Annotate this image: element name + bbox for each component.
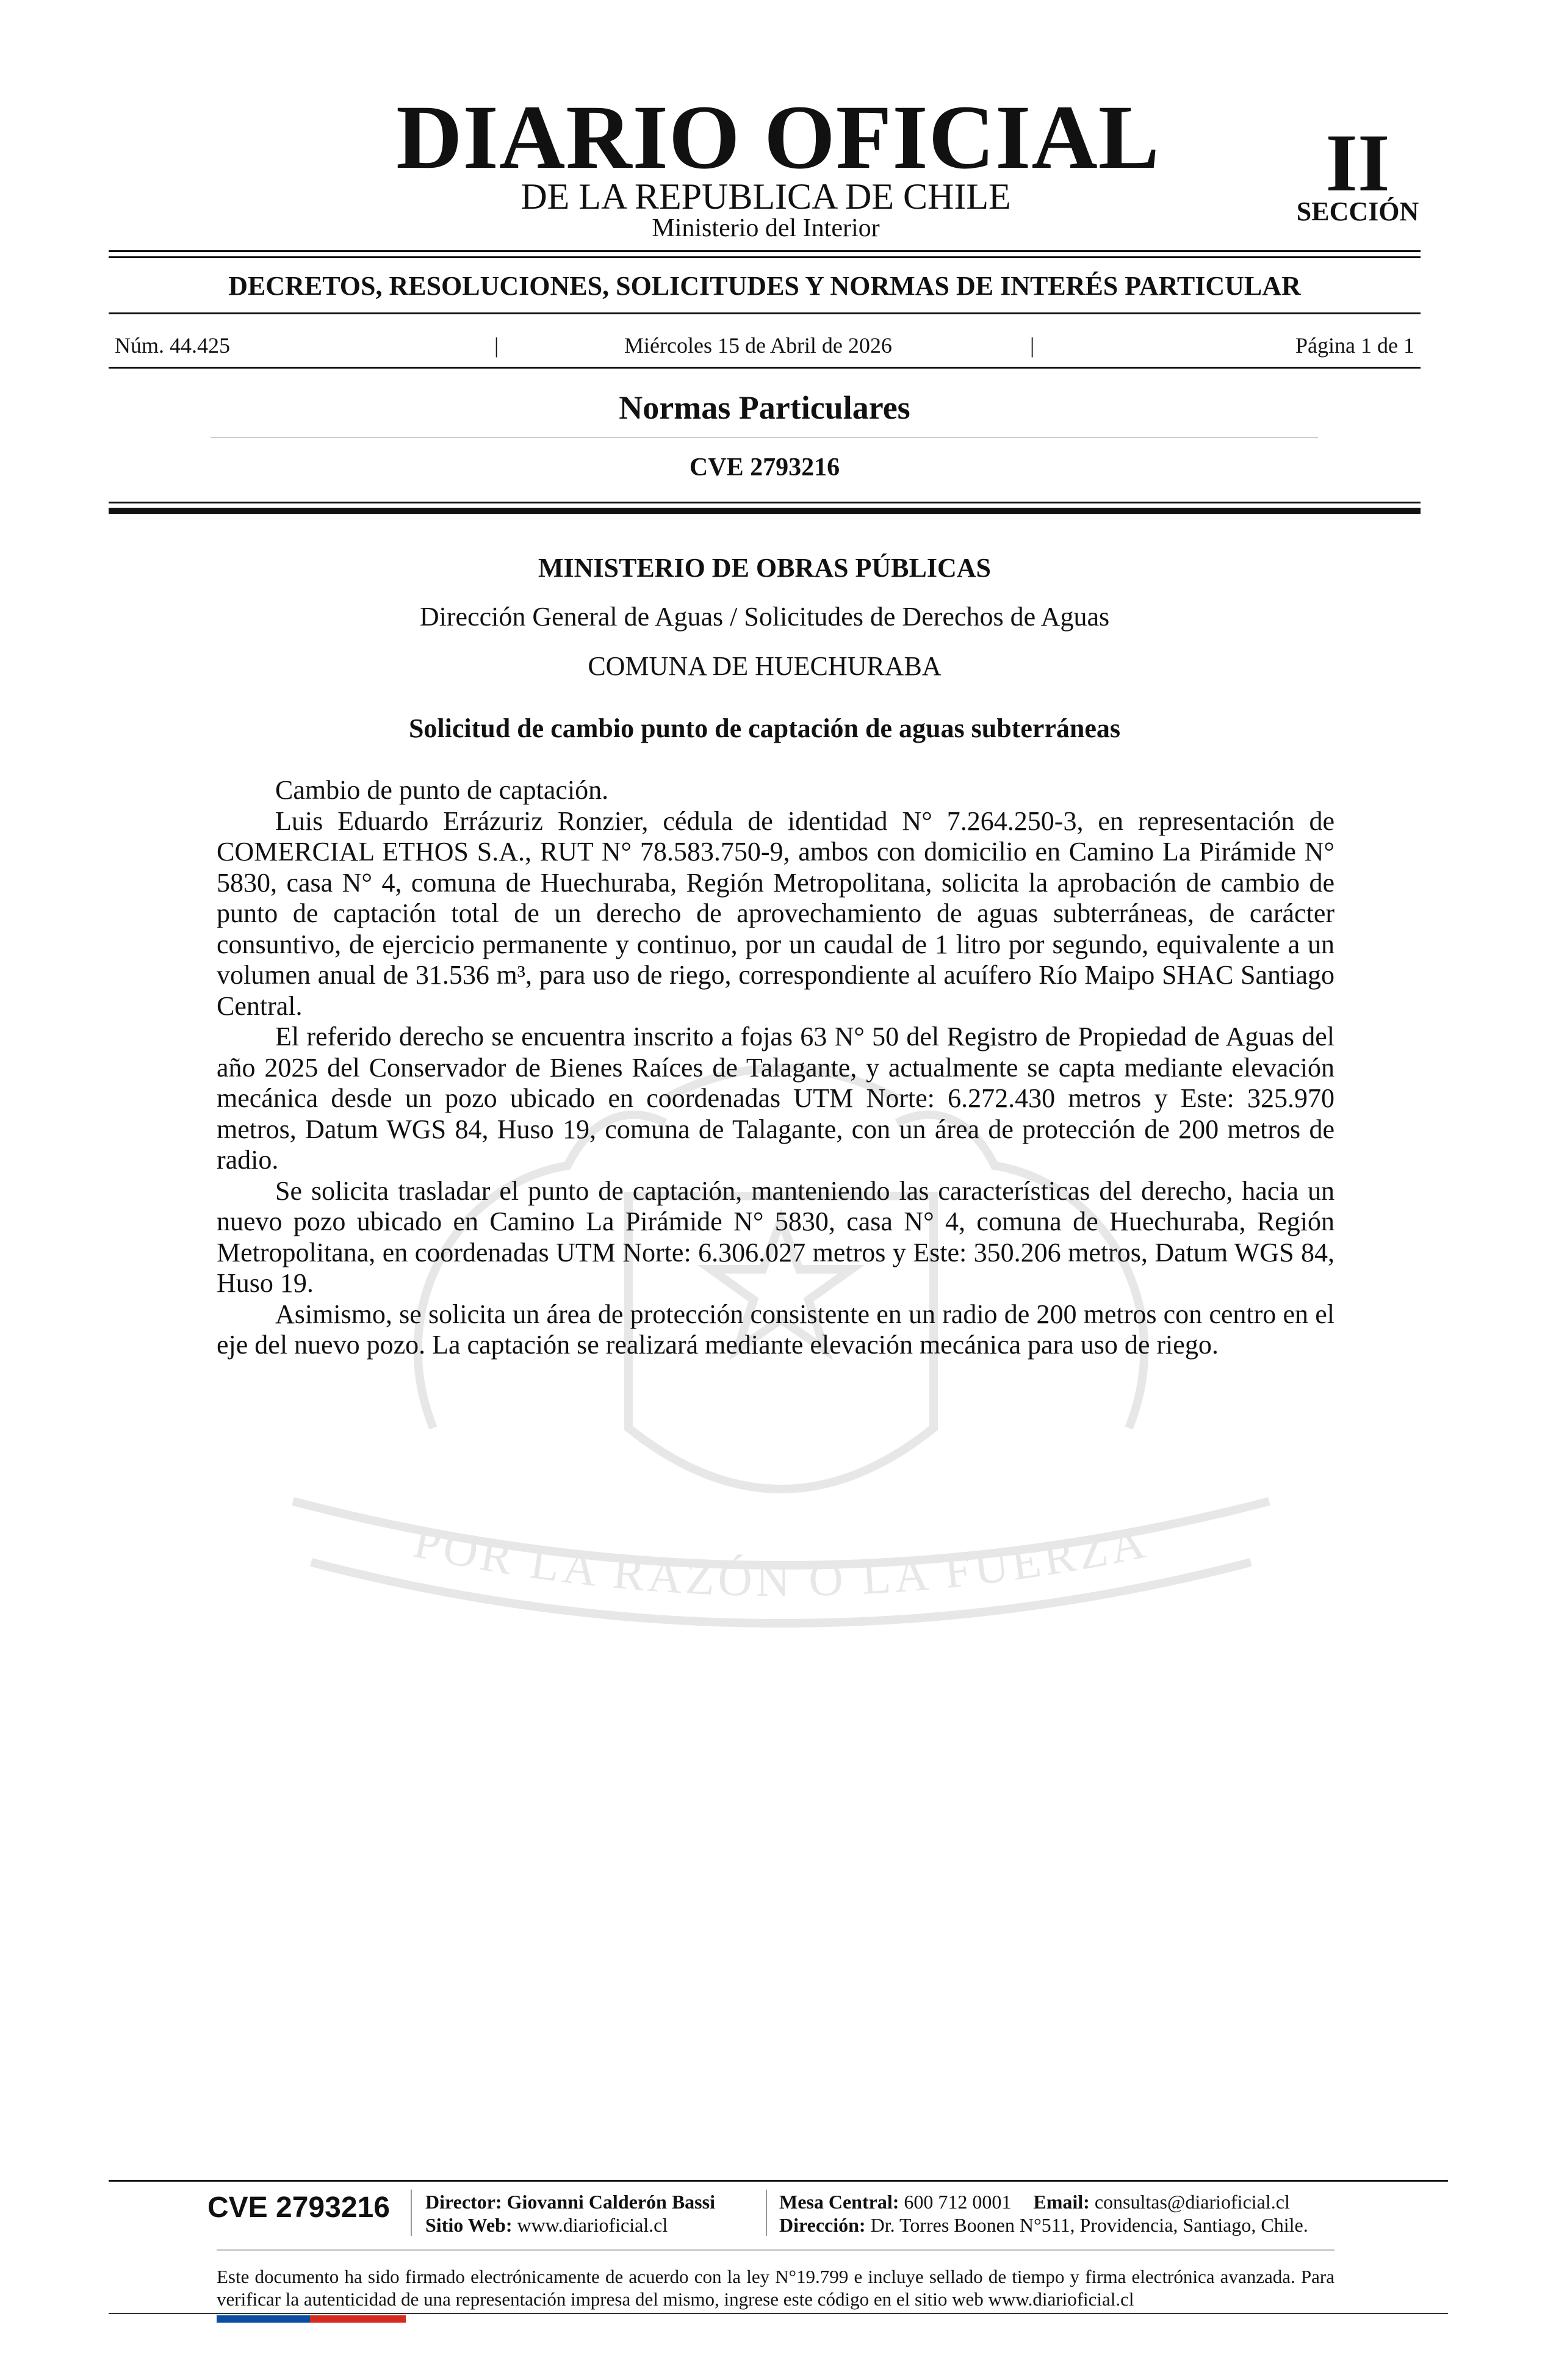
flag-stripe-blue (217, 2315, 310, 2323)
footer-cve-code: CVE 2793216 (207, 2191, 390, 2224)
email-label: Email: (1033, 2191, 1090, 2213)
email-link[interactable]: consultas@diarioficial.cl (1094, 2191, 1290, 2213)
phone-label: Mesa Central: (779, 2191, 899, 2213)
body-paragraph: Asimismo, se solicita un área de protección consistente en un radio de 200 metros con centro en el eje del nuevo pozo. La captación se realizará mediante elevación mecánica para uso de riego. (217, 1299, 1334, 1360)
issuing-ministry: MINISTERIO DE OBRAS PÚBLICAS (538, 553, 992, 583)
footer-divider-2 (766, 2190, 767, 2236)
masthead-divider-bottom (109, 256, 1421, 258)
footer-divider-1 (411, 2190, 412, 2236)
section-label: SECCIÓN (1296, 197, 1419, 226)
norms-underline (211, 437, 1318, 438)
footer-director-block (425, 2190, 767, 2237)
footer-mid-rule (217, 2249, 1334, 2251)
issue-number: Núm. 44.425 (115, 333, 230, 358)
masthead-title: DIARIO OFICIAL (396, 87, 1160, 188)
document-body (217, 775, 1334, 1361)
director-label: Director: (425, 2191, 502, 2213)
footer-contact-block (779, 2190, 1389, 2237)
issue-date: Miércoles 15 de Abril de 2026 (624, 333, 892, 358)
masthead-subtitle: DE LA REPUBLICA DE CHILE (520, 176, 1011, 217)
footer-top-rule (109, 2180, 1448, 2182)
address-value: Dr. Torres Boonen N°511, Providencia, Santiago, Chile. (870, 2214, 1308, 2236)
body-paragraph: Se solicita trasladar el punto de captación, manteniendo las características del derecho, hacia un nuevo pozo ubicado en Camino La Pirámide N° 5830, casa N° 4, comuna de Huechuraba, Región Metropolitana, en coordenadas UTM Norte: 6.306.027 metros y Este: 350.206 metros, Datum WGS 84, Huso 19. (217, 1175, 1334, 1298)
footer-legal-text: Este documento ha sido firmado electrónicamente de acuerdo con la ley N°19.799 e incluye sellado de tiempo y firma electrónica avanzada. Para verificar la autenticidad de una representación impresa del mismo, ingrese este código en el sitio web www.diarioficial.cl (217, 2266, 1334, 2310)
director-name: Giovanni Calderón Bassi (506, 2191, 715, 2213)
issuing-direction: Dirección General de Aguas / Solicitudes de Derechos de Aguas (419, 602, 1110, 632)
content-divider-thick (109, 508, 1421, 514)
body-paragraph: Luis Eduardo Errázuriz Ronzier, cédula de identidad N° 7.264.250-3, en representación de COMERCIAL ETHOS S.A., RUT N° 78.583.750-9, ambos con domicilio en Camino La Pirámide N° 5830, casa N° 4, comuna de Huechuraba, Región Metropolitana, solicita la aprobación de cambio de punto de captación total de un derecho de aprovechamiento de aguas subterráneas, de carácter consuntivo, de ejercicio permanente y continuo, por un caudal de 1 litro por segundo, equivalente a un volumen anual de 31.536 m³, para uso de riego, correspondiente al acuífero Río Maipo SHAC Santiago Central. (217, 806, 1334, 1021)
svg-text:POR LA RAZÓN O LA FUERZA (409, 1514, 1153, 1606)
content-divider-thin (109, 502, 1421, 503)
page-indicator: Página 1 de 1 (1295, 333, 1414, 358)
masthead-divider-top (109, 250, 1421, 252)
footer-bottom-rule (109, 2313, 1448, 2314)
document-subject: Solicitud de cambio punto de captación de aguas subterráneas (408, 713, 1121, 743)
flag-stripe-red (310, 2315, 406, 2323)
watermark-motto: POR LA RAZÓN O LA FUERZA (409, 1514, 1153, 1607)
address-label: Dirección: (779, 2214, 866, 2236)
section-numeral: II (1325, 118, 1390, 209)
commune: COMUNA DE HUECHURABA (588, 651, 942, 681)
website-link[interactable]: www.diarioficial.cl (517, 2214, 668, 2236)
phone-number: 600 712 0001 (904, 2191, 1012, 2213)
section-heading: DECRETOS, RESOLUCIONES, SOLICITUDES Y NORMAS DE INTERÉS PARTICULAR (228, 271, 1301, 301)
heading-divider (109, 312, 1421, 314)
info-divider (109, 367, 1421, 369)
info-separator-2: | (1030, 333, 1035, 358)
issue-info-bar (115, 333, 1414, 359)
info-separator-1: | (494, 333, 499, 358)
body-paragraph: Cambio de punto de captación. (275, 775, 609, 805)
cve-code: CVE 2793216 (689, 453, 840, 481)
body-paragraph: El referido derecho se encuentra inscrito a fojas 63 N° 50 del Registro de Propiedad de Aguas del año 2025 del Conservador de Bienes Raíces de Talagante, y actualmente se capta mediante elevación mecánica desde un pozo ubicado en coordenadas UTM Norte: 6.272.430 metros y Este: 325.970 metros, Datum WGS 84, Huso 19, comuna de Talagante, con un área de protección de 200 metros de radio. (217, 1022, 1334, 1175)
masthead-ministry: Ministerio del Interior (652, 214, 880, 242)
norms-title: Normas Particulares (619, 389, 910, 426)
website-label: Sitio Web: (425, 2214, 513, 2236)
